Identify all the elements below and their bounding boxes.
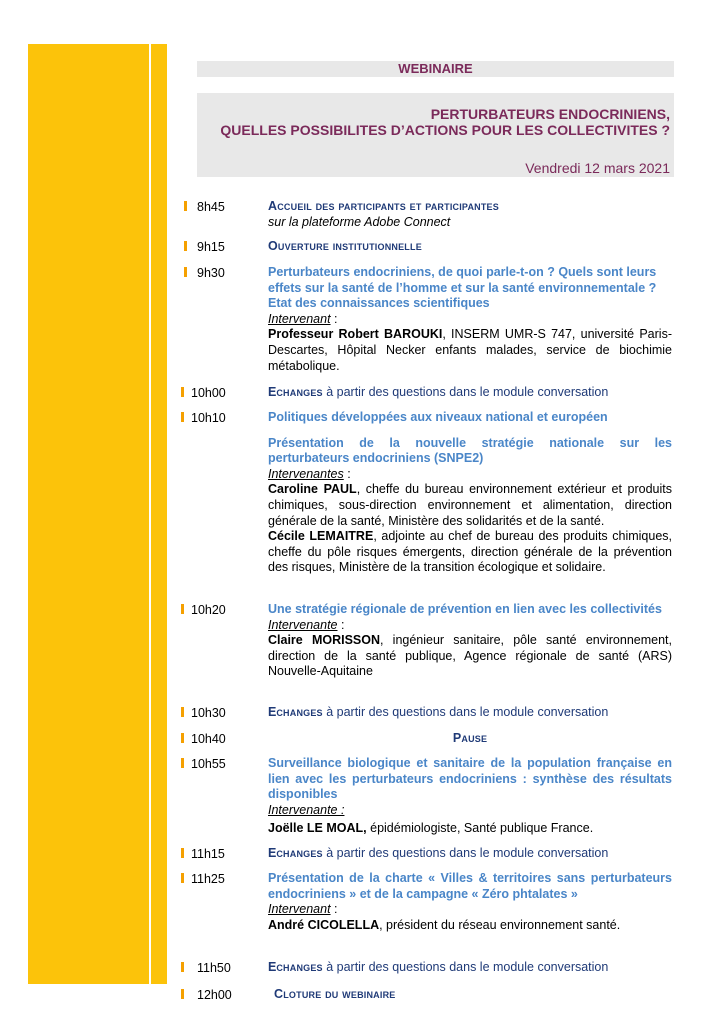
time: 10h10 (191, 411, 226, 425)
bullet-marker (181, 989, 184, 999)
header-box (197, 93, 674, 177)
agenda-content (268, 705, 672, 721)
speaker-desc: , ingénieur sanitaire, pôle santé environnement, direction de la santé publique, Agence régionale de santé (ARS) Nouvelle-Aquitaine (268, 633, 672, 679)
agenda-title: Perturbateurs endocriniens, de quoi parle-t-on ? Quels sont leurs effets sur la santé de l’homme et sur la santé environnementale ? Etat des connaissances scientifiques (268, 265, 657, 311)
yellow-side-band (28, 44, 149, 984)
exchange-text: à partir des questions dans le module conversation (322, 846, 609, 860)
exchange-lead: E (268, 960, 277, 974)
title-line-1: PERTURBATEURS ENDOCRINIENS, (430, 106, 670, 122)
exchange-title: changes (276, 705, 323, 719)
agenda-title: Cloture du webinaire (274, 987, 396, 1001)
bullet-marker (184, 241, 187, 251)
agenda-content (268, 265, 672, 374)
bullet-marker (181, 412, 184, 422)
bullet-marker (181, 733, 184, 743)
speaker-name: Claire MORISSON (268, 633, 380, 648)
time: 10h00 (191, 386, 226, 400)
exchange-title: changes (276, 846, 323, 860)
bullet-marker (181, 604, 184, 614)
time: 11h25 (191, 872, 225, 886)
bullet-marker (181, 873, 184, 883)
agenda-title: Surveillance biologique et sanitaire de la population française en lien avec les perturbateurs endocriniens : synthèse des résultats disponibles (268, 756, 672, 802)
time: 12h00 (197, 988, 232, 1002)
time: 10h40 (191, 732, 226, 746)
agenda-content (274, 987, 678, 1003)
speaker-desc: , adjointe au chef de bureau des produits chimiques, cheffe du pôle risques émergents, direction générale de la prévention des risques, Ministère de la transition écologique et solidaire. (268, 529, 672, 575)
agenda-subtitle: Présentation de la nouvelle stratégie nationale sur les perturbateurs endocriniens (SNPE2) (268, 435, 672, 466)
time: 10h55 (191, 757, 226, 771)
webinar-label: WEBINAIRE (197, 61, 674, 77)
role-sep: : (343, 466, 351, 481)
role-sep: : (330, 311, 338, 326)
time: 11h15 (191, 847, 225, 861)
bullet-marker (181, 707, 184, 717)
exchange-title: changes (276, 385, 323, 399)
time: 9h15 (197, 240, 225, 254)
speaker-desc: , président du réseau environnement santé. (379, 917, 621, 932)
role-label: Intervenante : (268, 802, 345, 817)
agenda-content (268, 960, 672, 976)
time: 10h30 (191, 706, 226, 720)
role-label: Intervenant (268, 902, 331, 917)
yellow-side-stripe (151, 44, 167, 984)
exchange-text: à partir des questions dans le module conversation (322, 385, 609, 399)
bullet-marker (181, 848, 184, 858)
speaker-name: André CICOLELLA (268, 917, 380, 932)
time: 9h30 (197, 266, 225, 280)
speaker-name: Professeur Robert BAROUKI (268, 327, 443, 342)
role-label: Intervenante (268, 617, 338, 632)
exchange-text: à partir des questions dans le module conversation (322, 960, 609, 974)
role-sep: : (330, 902, 338, 917)
speaker-name: Cécile LEMAITRE (268, 529, 374, 544)
agenda-content (268, 756, 672, 837)
page-title (220, 106, 670, 138)
speaker-name: Caroline PAUL (268, 482, 357, 497)
speaker-desc: épidémiologiste, Santé publique France. (366, 821, 594, 836)
agenda-content (268, 871, 672, 933)
agenda-content (268, 385, 672, 401)
exchange-title: changes (276, 960, 323, 974)
agenda-content (268, 731, 672, 747)
title-line-2: QUELLES POSSIBILITES D’ACTIONS POUR LES COLLECTIVITES ? (220, 122, 670, 138)
agenda-title: Politiques développées aux niveaux national et européen (268, 410, 608, 424)
agenda-title: Une stratégie régionale de prévention en lien avec les collectivités (268, 602, 662, 616)
role-sep: : (337, 617, 345, 632)
speaker-desc: , INSERM UMR-S 747, université Paris-Descartes, Hôpital Necker enfants malades, service de biochimie métabolique. (268, 327, 672, 373)
agenda-content (268, 602, 672, 680)
exchange-lead: E (268, 385, 277, 399)
speaker-name: Joëlle LE MOAL, (268, 821, 367, 836)
exchange-text: à partir des questions dans le module conversation (322, 705, 609, 719)
bullet-marker (184, 267, 187, 277)
bullet-marker (181, 387, 184, 397)
agenda-content (268, 846, 672, 862)
agenda-content (268, 410, 672, 576)
agenda-detail: sur la plateforme Adobe Connect (268, 214, 451, 229)
bullet-marker (181, 962, 184, 972)
agenda-content (268, 199, 672, 230)
time: 10h20 (191, 603, 226, 617)
event-date: Vendredi 12 mars 2021 (525, 160, 670, 176)
bullet-marker (184, 201, 187, 211)
agenda-title: Présentation de la charte « Villes & territoires sans perturbateurs endocriniens » et de la campagne « Zéro phtalates » (268, 871, 672, 901)
time: 11h50 (197, 961, 231, 975)
speaker-desc: , cheffe du bureau environnement extérieur et produits chimiques, sous-direction environnement et alimentation, direction générale de la santé, Ministère des solidarités et de la santé. (268, 482, 672, 528)
agenda-content (268, 239, 672, 255)
time: 8h45 (197, 200, 225, 214)
agenda-title: Ouverture institutionnelle (268, 239, 422, 253)
exchange-lead: E (268, 705, 277, 719)
bullet-marker (181, 758, 184, 768)
exchange-lead: E (268, 846, 277, 860)
pause-label: Pause (452, 731, 488, 745)
agenda-title: Accueil des participants et participantes (268, 199, 499, 213)
role-label: Intervenantes (268, 466, 344, 481)
role-label: Intervenant (268, 311, 331, 326)
